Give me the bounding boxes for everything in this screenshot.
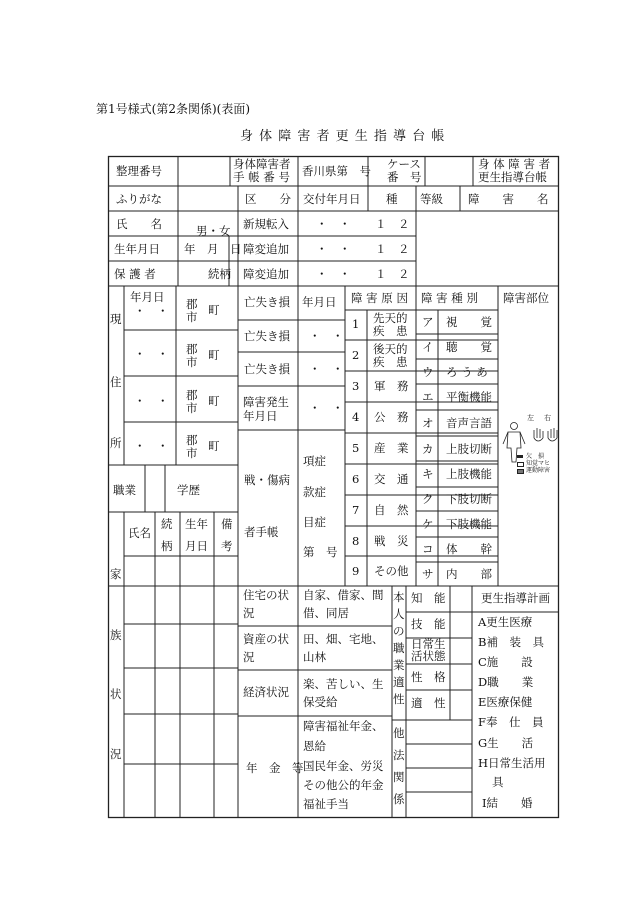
type-v-10: 体 幹 (446, 542, 492, 556)
furigana-label: ふりがな (116, 192, 162, 206)
type-k-3: ウ (422, 365, 434, 379)
keizai-value-2: 保受給 (303, 695, 338, 709)
addr-cho-3: 町 (208, 394, 220, 408)
school-label: 学歴 (177, 483, 200, 497)
jutaku-label-1: 住宅の状 (243, 588, 289, 602)
page-title: 身 体 障 害 者 更 生 指 導 台 帳 (240, 129, 446, 144)
cause-b-1: 疾 患 (373, 324, 408, 338)
nenkin-value-5: 福祉手当 (303, 797, 349, 811)
tekisei-char-4: 職 (393, 641, 405, 655)
addr-gun-2: 郡 (186, 342, 198, 356)
senso-label: 戦・傷病 (244, 473, 290, 487)
family-char-jo: 状 (110, 687, 122, 701)
date-dots-3: ・ ・ (316, 267, 351, 281)
cause-header: 障 害 原 因 (351, 291, 408, 305)
sonshitsu-nengappi: 年月日 (302, 295, 337, 309)
sonshitsu-dots-2: ・ ・ (309, 362, 344, 376)
family-name-header: 氏名 (128, 526, 151, 540)
legend-kesson-mark (517, 455, 523, 458)
bui-right: 右 (544, 414, 551, 422)
addr-shi-3: 市 (186, 401, 198, 415)
job-label: 職業 (113, 483, 136, 497)
addr-gun-4: 郡 (186, 433, 198, 447)
lost-2: 亡失き損 (244, 329, 290, 343)
addr-shi-4: 市 (186, 446, 198, 460)
type-v-5: 音声言語 (446, 416, 492, 430)
plan-item-g: G生 活 (478, 736, 534, 750)
sonota-char-4: 係 (393, 792, 405, 806)
cause-n-9: 9 (352, 564, 360, 578)
bui-left: 左 (527, 414, 534, 422)
nenkin-value-2: 恩給 (303, 739, 326, 753)
family-bi-2: 考 (221, 539, 233, 553)
type-k-4: エ (422, 390, 434, 404)
cause-a-6: 交 通 (374, 472, 409, 486)
shisan-value-1: 田、畑、宅地、 (303, 632, 384, 646)
cause-a-4: 公 務 (374, 410, 409, 424)
addr-cho-1: 町 (208, 303, 220, 317)
entry-shohen-1: 障変追加 (243, 242, 289, 256)
type-k-10: コ (422, 542, 434, 556)
entry-shinki: 新規転入 (243, 217, 289, 231)
tekisei-char-6: 適 (393, 675, 405, 689)
family-zoku-2: 柄 (161, 539, 173, 553)
type-k-8: ク (422, 492, 434, 506)
plan-item-h-2: 具 (492, 775, 504, 789)
legend-undo: 運動障害 (526, 467, 551, 474)
jutaku-value-1: 自家、借家、間 (303, 588, 384, 602)
zokugara-label: 続柄 (208, 267, 231, 281)
type-v-2: 聴 覚 (446, 340, 492, 354)
type-v-1: 視 覚 (446, 315, 492, 329)
sonshitsu-dots-1: ・ ・ (309, 329, 344, 343)
nums-1: １ ２ (375, 217, 410, 231)
cause-a-7: 自 然 (374, 503, 409, 517)
tekisei-seikaku: 性 格 (411, 670, 446, 684)
type-k-11: サ (422, 567, 434, 581)
cause-n-7: 7 (352, 503, 360, 517)
case-label-1: ケース (387, 157, 421, 171)
addr-cho-2: 町 (208, 348, 220, 362)
plan-item-h: H日常生活用 (478, 756, 546, 770)
type-v-6: 上肢切断 (446, 442, 492, 456)
tokyu-label: 等級 (420, 192, 443, 206)
type-k-2: イ (422, 340, 434, 354)
senso-kosho: 項症 (303, 454, 326, 468)
plan-item-i: I結 婚 (482, 796, 533, 810)
legend-kesson: 欠 損 (526, 453, 545, 460)
birth-label: 生年月日 (114, 242, 160, 256)
sonshitsu-dots-3: ・ ・ (309, 401, 344, 415)
kagawa-label: 香川県第 号 (302, 164, 371, 178)
addr-shi-1: 市 (186, 310, 198, 324)
family-sei-1: 生年 (185, 517, 208, 531)
nenkin-value-1: 障害福祉年金、 (303, 719, 384, 733)
plan-item-a: A更生医療 (478, 615, 533, 629)
type-k-9: ケ (422, 517, 434, 531)
cause-a-8: 戦 災 (374, 534, 409, 548)
legend-chikaku: 知覚マヒ (526, 460, 551, 467)
family-zoku-1: 続 (161, 517, 173, 531)
type-v-4: 平衡機能 (446, 390, 492, 404)
types-header: 障 害 種 別 (421, 291, 478, 305)
addr-char-gen: 現 (110, 312, 122, 326)
bui-header: 障害部位 (503, 291, 549, 305)
tekisei-gino: 技 能 (411, 617, 446, 631)
cause-a-1: 先天的 (373, 311, 408, 325)
sonota-char-3: 関 (393, 770, 405, 784)
addr-gun-3: 郡 (186, 388, 198, 402)
hassei-2: 年月日 (243, 409, 278, 423)
type-k-7: キ (422, 467, 434, 481)
plan-item-d: D職 業 (478, 675, 534, 689)
sonota-char-2: 法 (393, 748, 405, 762)
plan-item-c: C施 設 (478, 655, 533, 669)
family-char-ka: 家 (110, 567, 122, 581)
tekisei-tekisei: 適 性 (411, 696, 446, 710)
tekisei-char-5: 業 (393, 658, 405, 672)
cause-n-6: 6 (352, 472, 360, 486)
legend-chikaku-mark (517, 462, 524, 467)
cause-n-8: 8 (352, 534, 360, 548)
daicho-label-1: 身 体 障 害 者 (478, 157, 551, 171)
lost-1: 亡失き損 (244, 295, 290, 309)
plan-item-e: E医療保健 (478, 695, 533, 709)
cause-a-9: その他 (374, 564, 409, 578)
shisan-label-2: 況 (243, 650, 255, 664)
addr-cho-4: 町 (208, 439, 220, 453)
family-char-zoku: 族 (110, 628, 122, 642)
type-v-8: 下肢切断 (446, 492, 492, 506)
cause-a-2: 後天的 (373, 342, 408, 356)
cause-n-3: 3 (352, 379, 360, 393)
tekisei-char-1: 本 (393, 590, 405, 604)
tekisei-char-2: 人 (393, 607, 405, 621)
addr-dots-3: ・ ・ (134, 394, 169, 408)
date-dots-1: ・ ・ (316, 217, 351, 231)
form-label: 第1号様式(第2条関係)(表面) (96, 102, 250, 116)
lost-3: 亡失き損 (244, 362, 290, 376)
type-v-11: 内 部 (446, 567, 492, 581)
shogaimei-label: 障 害 名 (468, 192, 549, 206)
senso-kansho: 款症 (303, 485, 326, 499)
cause-n-1: 1 (352, 317, 360, 331)
senso-techo: 者手帳 (244, 525, 279, 539)
nums-3: １ ２ (375, 267, 410, 281)
tekisei-char-7: 性 (393, 692, 405, 706)
nenkin-value-3: 国民年金、労災 (303, 759, 384, 773)
type-k-6: カ (422, 442, 434, 456)
kofu-label: 交付年月日 (303, 192, 361, 206)
hogosha-label: 保 護 者 (114, 267, 156, 281)
addr-dots-2: ・ ・ (134, 347, 169, 361)
nenkin-label: 年 金 等 (246, 761, 304, 775)
plan-header: 更生指導計画 (481, 591, 550, 605)
type-k-5: オ (422, 416, 434, 430)
tekisei-nichijo-2: 活状態 (411, 649, 446, 663)
date-dots-2: ・ ・ (316, 242, 351, 256)
shimei-label: 氏 名 (116, 217, 162, 231)
shu-label: 種 (386, 192, 398, 206)
entry-shohen-2: 障変追加 (243, 267, 289, 281)
sex-label: 男・女 (196, 224, 231, 238)
techo-label-2: 手 帳 番 号 (233, 170, 290, 184)
addr-gun-1: 郡 (186, 297, 198, 311)
hassei-1: 障害発生 (243, 395, 289, 409)
nenkin-value-4: その他公的年金 (303, 778, 384, 792)
plan-item-f: F奉 仕 員 (478, 715, 544, 729)
senso-dai: 第 号 (303, 545, 338, 559)
keizai-value-1: 楽、苦しい、生 (303, 677, 384, 691)
family-sei-2: 月日 (185, 539, 208, 553)
seiri-label: 整理番号 (116, 164, 162, 178)
senso-mokusho: 目症 (303, 515, 326, 529)
jutaku-value-2: 借、同居 (303, 606, 349, 620)
addr-dots-1: ・ ・ (134, 304, 169, 318)
tekisei-nichijo-1: 日常生 (411, 637, 446, 651)
tekisei-chino: 知 能 (411, 591, 446, 605)
addr-char-ju: 住 (110, 375, 122, 389)
keizai-label: 経済状況 (243, 685, 289, 699)
shisan-value-2: 山林 (303, 650, 326, 664)
tekisei-char-3: の (393, 624, 405, 638)
cause-n-4: 4 (352, 410, 360, 424)
case-label-2: 番 号 (387, 170, 422, 184)
type-k-1: ア (422, 315, 434, 329)
jutaku-label-2: 況 (243, 606, 255, 620)
type-v-7: 上肢機能 (446, 467, 492, 481)
type-v-3: ろ う あ (446, 365, 488, 379)
plan-item-b: B補 装 具 (478, 635, 544, 649)
addr-char-sho: 所 (110, 436, 122, 450)
legend-undo-mark (517, 469, 524, 474)
addr-dots-4: ・ ・ (134, 439, 169, 453)
kubun-label: 区 分 (245, 192, 291, 206)
cause-b-2: 疾 患 (373, 355, 408, 369)
addr-shi-2: 市 (186, 355, 198, 369)
cause-a-3: 軍 務 (374, 379, 409, 393)
ymd-label: 年 月 日 (184, 242, 242, 256)
nums-2: １ ２ (375, 242, 410, 256)
type-v-9: 下肢機能 (446, 517, 492, 531)
cause-n-2: 2 (352, 348, 360, 362)
cause-n-5: 5 (352, 441, 360, 455)
cause-a-5: 産 業 (374, 441, 409, 455)
shisan-label-1: 資産の状 (243, 632, 289, 646)
family-bi-1: 備 (221, 517, 233, 531)
addr-nengappi: 年月日 (130, 290, 165, 304)
daicho-label-2: 更生指導台帳 (478, 170, 547, 184)
techo-label-1: 身体障害者 (233, 157, 291, 171)
sonota-char-1: 他 (393, 726, 405, 740)
family-char-kyo: 況 (110, 747, 122, 761)
